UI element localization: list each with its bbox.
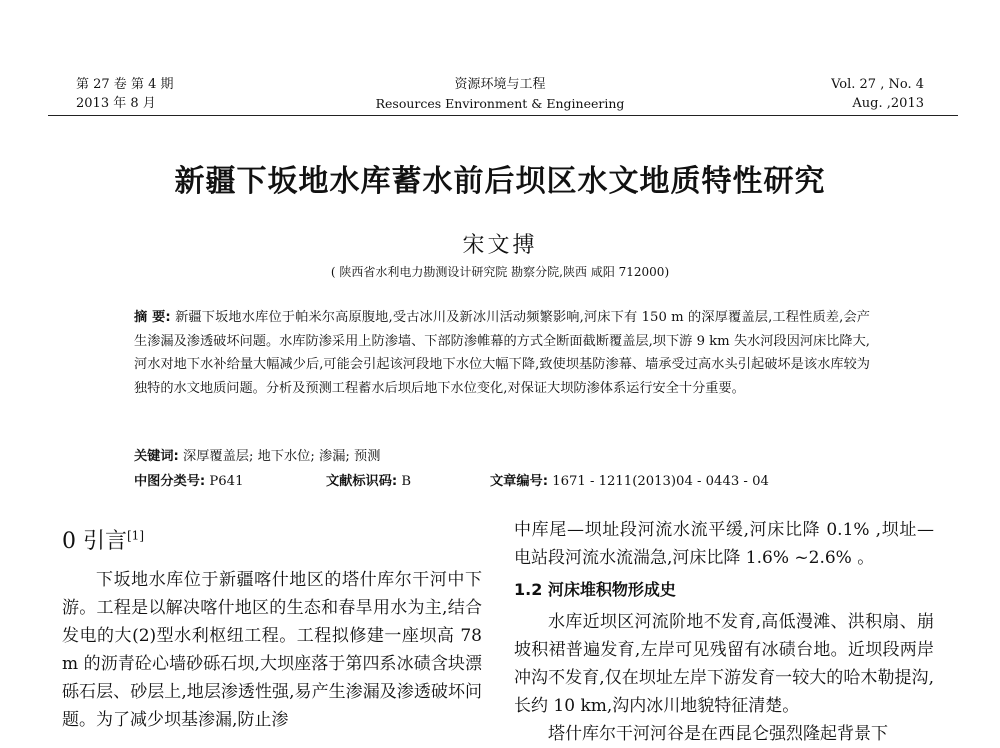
volume-issue-cn: 第 27 卷 第 4 期 xyxy=(76,77,174,92)
keywords-text: 深厚覆盖层; 地下水位; 渗漏; 预测 xyxy=(183,449,381,464)
right-paragraph-3: 塔什库尔干河河谷是在西昆仑强烈隆起背景下 xyxy=(548,724,888,744)
document-code-label: 文献标识码: xyxy=(326,474,398,489)
clc-number xyxy=(134,470,243,489)
keywords-label: 关键词: xyxy=(134,449,179,464)
abstract-label: 摘 要: xyxy=(134,310,171,325)
section-citation: [1] xyxy=(127,528,144,543)
subsection-heading-1-2: 1.2 河床堆积物形成史 xyxy=(514,580,676,599)
article-number xyxy=(490,470,769,489)
journal-name-cn: 资源环境与工程 xyxy=(454,77,546,92)
document-code-value: B xyxy=(401,474,412,489)
abstract xyxy=(134,306,870,400)
abstract-text: 新疆下坂地水库位于帕米尔高原腹地,受古冰川及新冰川活动频繁影响,河床下有 150 m 的深厚覆盖层,工程性质差,会产生渗漏及渗透破坏问题。水库防渗采用上防渗墙、下部防渗帷幕的方式全断面截断覆盖层,坝下游 9 km 失水河段因河床比降大,河水对地下水补给量大幅减少后,可能会引起该河段地下水位大幅下降,致使坝基防渗幕、墙承受过高水头引起破坏是该水库较为独特的水文地质问题。分析及预测工程蓄水后坝后地下水位变化,对保证大坝防渗体系运行安全十分重要。 xyxy=(134,310,870,396)
section-heading-introduction xyxy=(62,524,144,555)
keywords xyxy=(134,445,380,464)
section-heading-text: 0 引言 xyxy=(62,529,127,554)
date-cn: 2013 年 8 月 xyxy=(76,96,156,111)
right-paragraph-2: 水库近坝区河流阶地不发育,高低漫滩、洪积扇、崩坡积裙普遍发育,左岸可见残留有冰碛台地。近坝段两岸冲沟不发育,仅在坝址左岸下游发育一较大的哈木勒提沟,长约 10 km,沟内冰川地貌特征清楚。 xyxy=(514,612,934,716)
header-rule xyxy=(48,115,958,116)
right-paragraph-continued: 中库尾—坝址段河流水流平缓,河床比降 0.1% ,坝址—电站段河流水流湍急,河床比降 1.6% ~2.6% 。 xyxy=(514,520,934,568)
clc-label: 中图分类号: xyxy=(134,474,206,489)
right-column-body xyxy=(514,516,934,748)
intro-paragraph: 下坂地水库位于新疆喀什地区的塔什库尔干河中下游。工程是以解决喀什地区的生态和春旱用水为主,结合发电的大(2)型水利枢纽工程。工程拟修建一座坝高 78 m 的沥青砼心墙砂砾石坝,大坝座落于第四系冰碛含块漂砾石层、砂层上,地层渗透性强,易产生渗漏及渗透破坏问题。为了减少坝基渗漏,防止渗 xyxy=(62,570,482,730)
left-column-body xyxy=(62,566,482,734)
volume-issue-en: Vol. 27 , No. 4 xyxy=(831,77,924,92)
journal-name-en: Resources Environment & Engineering xyxy=(375,96,625,111)
author-affiliation: ( 陕西省水利电力勘测设计研究院 勘察分院,陕西 咸阳 712000) xyxy=(330,265,670,279)
clc-value: P641 xyxy=(209,474,244,489)
article-title: 新疆下坂地水库蓄水前后坝区水文地质特性研究 xyxy=(174,164,826,199)
document-code xyxy=(326,470,411,489)
article-number-label: 文章编号: xyxy=(490,474,549,489)
date-en: Aug. ,2013 xyxy=(852,96,924,111)
article-number-value: 1671 - 1211(2013)04 - 0443 - 04 xyxy=(552,474,769,489)
author-name: 宋文搏 xyxy=(462,233,538,258)
